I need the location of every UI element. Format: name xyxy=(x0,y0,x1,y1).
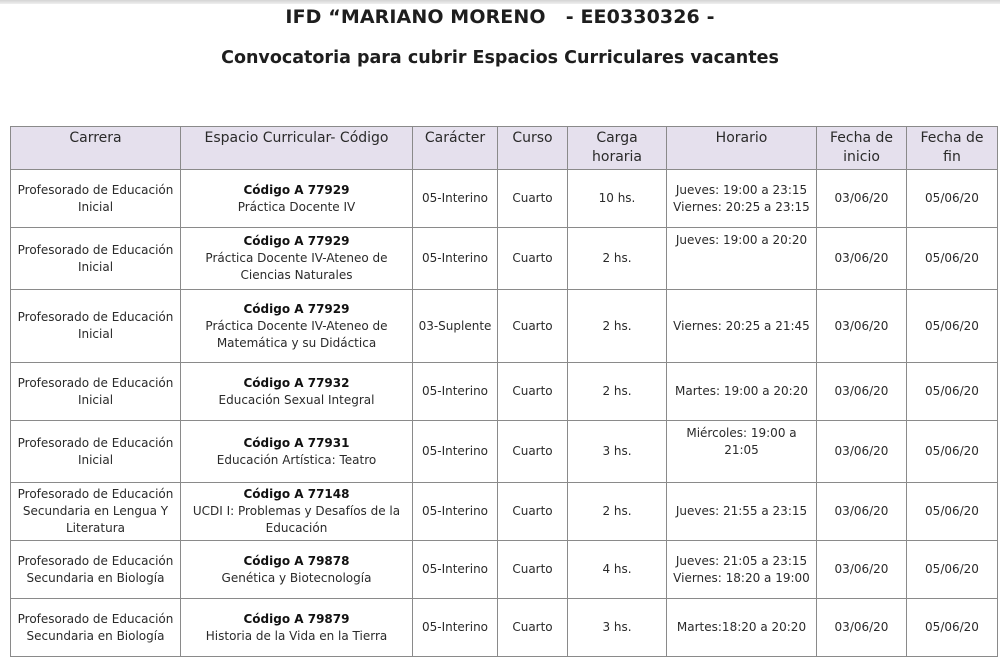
cell-carga: 2 hs. xyxy=(568,483,667,541)
page-top-edge xyxy=(0,0,1000,4)
cell-fin: 05/06/20 xyxy=(907,228,998,290)
column-header-espacio: Espacio Curricular- Código xyxy=(181,127,413,170)
horario-line: Miércoles: 19:00 a 21:05 xyxy=(686,426,797,457)
cell-horario xyxy=(667,599,817,657)
cell-carrera: Profesorado de Educación Inicial xyxy=(11,421,181,483)
horario-line: Viernes: 20:25 a 21:45 xyxy=(673,318,810,333)
table-row xyxy=(11,228,998,290)
cell-espacio-name: Genética y Biotecnología xyxy=(221,570,372,585)
cell-espacio-name: Práctica Docente IV-Ateneo de Ciencias Naturales xyxy=(205,251,388,282)
table-row xyxy=(11,363,998,421)
cell-espacio xyxy=(181,421,413,483)
cell-espacio-name: Práctica Docente IV-Ateneo de Matemática y su Didáctica xyxy=(205,318,388,350)
cell-curso: Cuarto xyxy=(498,421,568,483)
cell-espacio-name: Educación Sexual Integral xyxy=(218,392,375,407)
cell-inicio: 03/06/20 xyxy=(817,483,907,541)
cell-fin: 05/06/20 xyxy=(907,483,998,541)
cell-caracter: 03-Suplente xyxy=(413,290,498,363)
cell-codigo: Código A 77932 xyxy=(243,375,350,390)
column-header-carga: Carga horaria xyxy=(568,127,667,170)
cell-horario xyxy=(667,421,817,483)
cell-espacio xyxy=(181,483,413,541)
cell-carga: 10 hs. xyxy=(568,170,667,228)
cell-curso: Cuarto xyxy=(498,363,568,421)
cell-codigo: Código A 77929 xyxy=(243,301,350,316)
cell-horario xyxy=(667,170,817,228)
cell-espacio-name: Historia de la Vida en la Tierra xyxy=(205,628,388,643)
cell-fin: 05/06/20 xyxy=(907,170,998,228)
cell-codigo: Código A 77929 xyxy=(243,182,350,197)
cell-inicio: 03/06/20 xyxy=(817,170,907,228)
cell-carrera: Profesorado de Educación Secundaria en Biología xyxy=(11,599,181,657)
horario-line: Martes: 19:00 a 20:20 xyxy=(675,384,808,398)
cell-carga: 2 hs. xyxy=(568,290,667,363)
cell-inicio: 03/06/20 xyxy=(817,363,907,421)
cell-carga: 3 hs. xyxy=(568,599,667,657)
horario-line: Martes:18:20 a 20:20 xyxy=(676,620,807,634)
cell-horario xyxy=(667,228,817,290)
cell-carga: 3 hs. xyxy=(568,421,667,483)
cell-fin: 05/06/20 xyxy=(907,363,998,421)
table-row xyxy=(11,290,998,363)
cell-codigo: Código A 79879 xyxy=(243,611,350,626)
cell-caracter: 05-Interino xyxy=(413,599,498,657)
cell-curso: Cuarto xyxy=(498,541,568,599)
horario-line: Viernes: 18:20 a 19:00 xyxy=(673,570,810,585)
table-row xyxy=(11,541,998,599)
cell-carrera: Profesorado de Educación Inicial xyxy=(11,363,181,421)
cell-espacio xyxy=(181,599,413,657)
cell-carrera: Profesorado de Educación Inicial xyxy=(11,170,181,228)
cell-inicio: 03/06/20 xyxy=(817,228,907,290)
cell-caracter: 05-Interino xyxy=(413,421,498,483)
column-header-horario: Horario xyxy=(667,127,817,170)
cell-horario xyxy=(667,290,817,363)
cell-codigo: Código A 77148 xyxy=(243,487,350,501)
cell-curso: Cuarto xyxy=(498,483,568,541)
cell-fin: 05/06/20 xyxy=(907,541,998,599)
cell-espacio-name: Educación Artística: Teatro xyxy=(216,452,377,467)
page-title: IFD “MARIANO MORENO - EE0330326 - xyxy=(285,6,715,28)
cell-curso: Cuarto xyxy=(498,228,568,290)
table-row xyxy=(11,421,998,483)
cell-fin: 05/06/20 xyxy=(907,421,998,483)
cell-carga: 2 hs. xyxy=(568,363,667,421)
cell-carrera: Profesorado de Educación Inicial xyxy=(11,228,181,290)
cell-horario xyxy=(667,363,817,421)
table-row xyxy=(11,170,998,228)
cell-curso: Cuarto xyxy=(498,599,568,657)
cell-codigo: Código A 79878 xyxy=(243,553,350,568)
horario-line: Jueves: 21:55 a 23:15 xyxy=(675,504,808,518)
table-row xyxy=(11,483,998,541)
column-header-inicio: Fecha de inicio xyxy=(817,127,907,170)
cell-horario xyxy=(667,541,817,599)
cell-carga: 2 hs. xyxy=(568,228,667,290)
cell-curso: Cuarto xyxy=(498,170,568,228)
cell-espacio xyxy=(181,290,413,363)
cell-inicio: 03/06/20 xyxy=(817,599,907,657)
table-row xyxy=(11,599,998,657)
cell-codigo: Código A 77931 xyxy=(243,435,350,450)
column-header-caracter: Carácter xyxy=(413,127,498,170)
cell-espacio-name: Práctica Docente IV xyxy=(237,199,356,214)
cell-fin: 05/06/20 xyxy=(907,599,998,657)
cell-horario xyxy=(667,483,817,541)
column-header-fin: Fecha de fin xyxy=(907,127,998,170)
cell-carrera: Profesorado de Educación Secundaria en Lengua Y Literatura xyxy=(11,483,181,541)
cell-curso: Cuarto xyxy=(498,290,568,363)
cell-caracter: 05-Interino xyxy=(413,541,498,599)
vacancies-table xyxy=(10,126,998,657)
horario-line: Jueves: 21:05 a 23:15 xyxy=(675,553,808,568)
column-header-carrera: Carrera xyxy=(11,127,181,170)
cell-carga: 4 hs. xyxy=(568,541,667,599)
cell-carrera: Profesorado de Educación Secundaria en Biología xyxy=(11,541,181,599)
page-subtitle: Convocatoria para cubrir Espacios Curriculares vacantes xyxy=(221,48,779,68)
table-header-row xyxy=(11,127,998,170)
cell-caracter: 05-Interino xyxy=(413,483,498,541)
horario-line: Jueves: 19:00 a 23:15 xyxy=(675,182,808,197)
cell-espacio xyxy=(181,228,413,290)
cell-inicio: 03/06/20 xyxy=(817,541,907,599)
horario-line: Viernes: 20:25 a 23:15 xyxy=(673,199,810,214)
column-header-curso: Curso xyxy=(498,127,568,170)
cell-inicio: 03/06/20 xyxy=(817,290,907,363)
cell-carrera: Profesorado de Educación Inicial xyxy=(11,290,181,363)
cell-inicio: 03/06/20 xyxy=(817,421,907,483)
cell-caracter: 05-Interino xyxy=(413,228,498,290)
cell-espacio-name: UCDI I: Problemas y Desafíos de la Educación xyxy=(192,504,401,535)
horario-line: Jueves: 19:00 a 20:20 xyxy=(675,233,808,247)
cell-espacio xyxy=(181,541,413,599)
cell-caracter: 05-Interino xyxy=(413,170,498,228)
cell-fin: 05/06/20 xyxy=(907,290,998,363)
cell-espacio xyxy=(181,170,413,228)
cell-codigo: Código A 77929 xyxy=(243,234,350,248)
cell-espacio xyxy=(181,363,413,421)
cell-caracter: 05-Interino xyxy=(413,363,498,421)
